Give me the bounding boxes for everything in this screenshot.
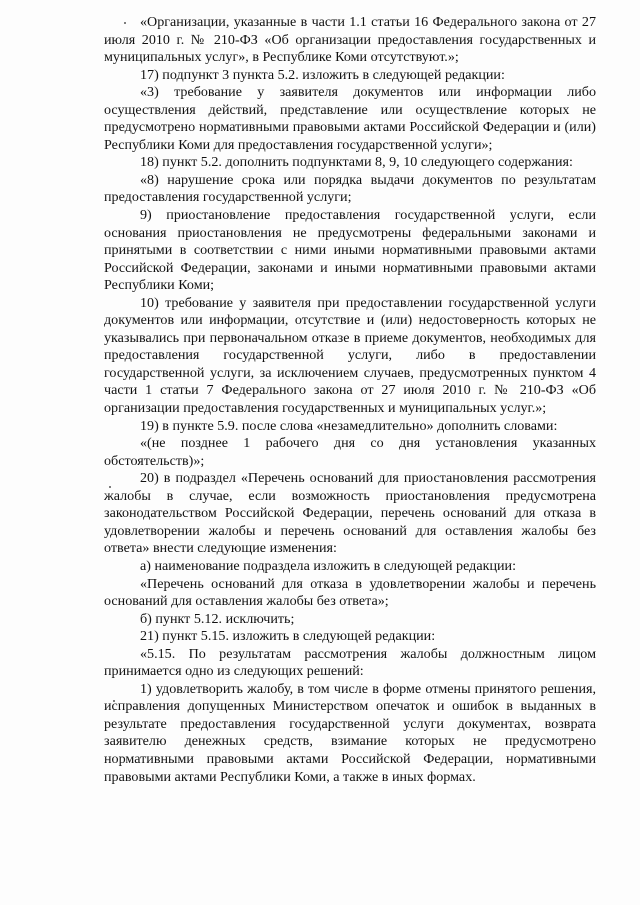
paragraph-item-21: 21) пункт 5.15. изложить в следующей редакции:	[140, 628, 436, 645]
paragraph-subitem-8: «8) нарушение срока или порядка выдачи документов по результатам предоставления государственной услуги;	[104, 171, 596, 206]
paragraph-item-19: 19) в пункте 5.9. после слова «незамедлительно» дополнить словами:	[140, 417, 558, 434]
paragraph-item-20: 20) в подраздел «Перечень оснований для приостановления рассмотрения жалобы в случае, если возможность приостановления предусмотрена законодательством Российской Федерации, перечень оснований для отказа в удовлетворении жалобы и перечень оснований для оставления жалобы без ответа» внести следующие изменения:	[104, 470, 596, 557]
paragraph-subitem-10: 10) требование у заявителя при предоставлении государственной услуги документов или информации, отсутствие и (или) недостоверность которых не указывались при первоначальном отказе в приеме документов, необходимых для предоставления государственной услуги, либо в предоставлении государственной услуги, за исключением случаев, предусмотренных пунктом 4 части 1 статьи 7 Федерального закона от 27 июля 2010 г. № 210-ФЗ «Об организации предоставления государственных и муниципальных услуг.»;	[104, 294, 596, 417]
paragraph-item-20-a: а) наименование подраздела изложить в следующей редакции:	[140, 557, 516, 574]
paragraph-item-20-b: б) пункт 5.12. исключить;	[140, 610, 295, 627]
document-body	[104, 14, 596, 786]
paragraph-item-19-text: «(не позднее 1 рабочего дня со дня установления указанных обстоятельств)»;	[104, 435, 596, 469]
paragraph-item-17: 17) подпункт 3 пункта 5.2. изложить в следующей редакции:	[140, 66, 505, 83]
paragraph-item-5-15: «5.15. По результатам рассмотрения жалобы должностным лицом принимается одно из следующих решений:	[104, 645, 596, 680]
paragraph-subitem-9: 9) приостановление предоставления государственной услуги, если основания приостановления не предусмотрены федеральными законами и принятыми в соответствии с ними иными нормативными правовыми актами Российской Федерации, законами и иными нормативными правовыми актами Республики Коми;	[104, 207, 596, 294]
paragraph-quote-organizations: «Организации, указанные в части 1.1 статьи 16 Федерального закона от 27 июля 2010 г. № 210-ФЗ «Об организации предоставления государственных и муниципальных услуг», в Республике Коми отсутствуют.»;	[104, 14, 596, 66]
paragraph-item-18: 18) пункт 5.2. дополнить подпунктами 8, 9, 10 следующего содержания:	[140, 154, 573, 171]
paragraph-item-5-15-1: 1) удовлетворить жалобу, в том числе в форме отмены принятого решения, исправления допущенных Министерством опечаток и ошибок в выданных в результате предоставления государственной услуги документах, возврата заявителю денежных средств, взимание которых не предусмотрено нормативными правовыми актами Российской Федерации, нормативными правовыми актами Республики Коми, а также в иных формах.	[104, 680, 596, 785]
paragraph-subitem-3: «3) требование у заявителя документов или информации либо осуществления действий, представление или осуществление которых не предусмотрено нормативными правовыми актами Российской Федерации и (или) Республики Коми для предоставления государственной услуги»;	[104, 84, 596, 153]
paragraph-item-20-a-text: «Перечень оснований для отказа в удовлетворении жалобы и перечень оснований для оставления жалобы без ответа»;	[104, 575, 596, 610]
